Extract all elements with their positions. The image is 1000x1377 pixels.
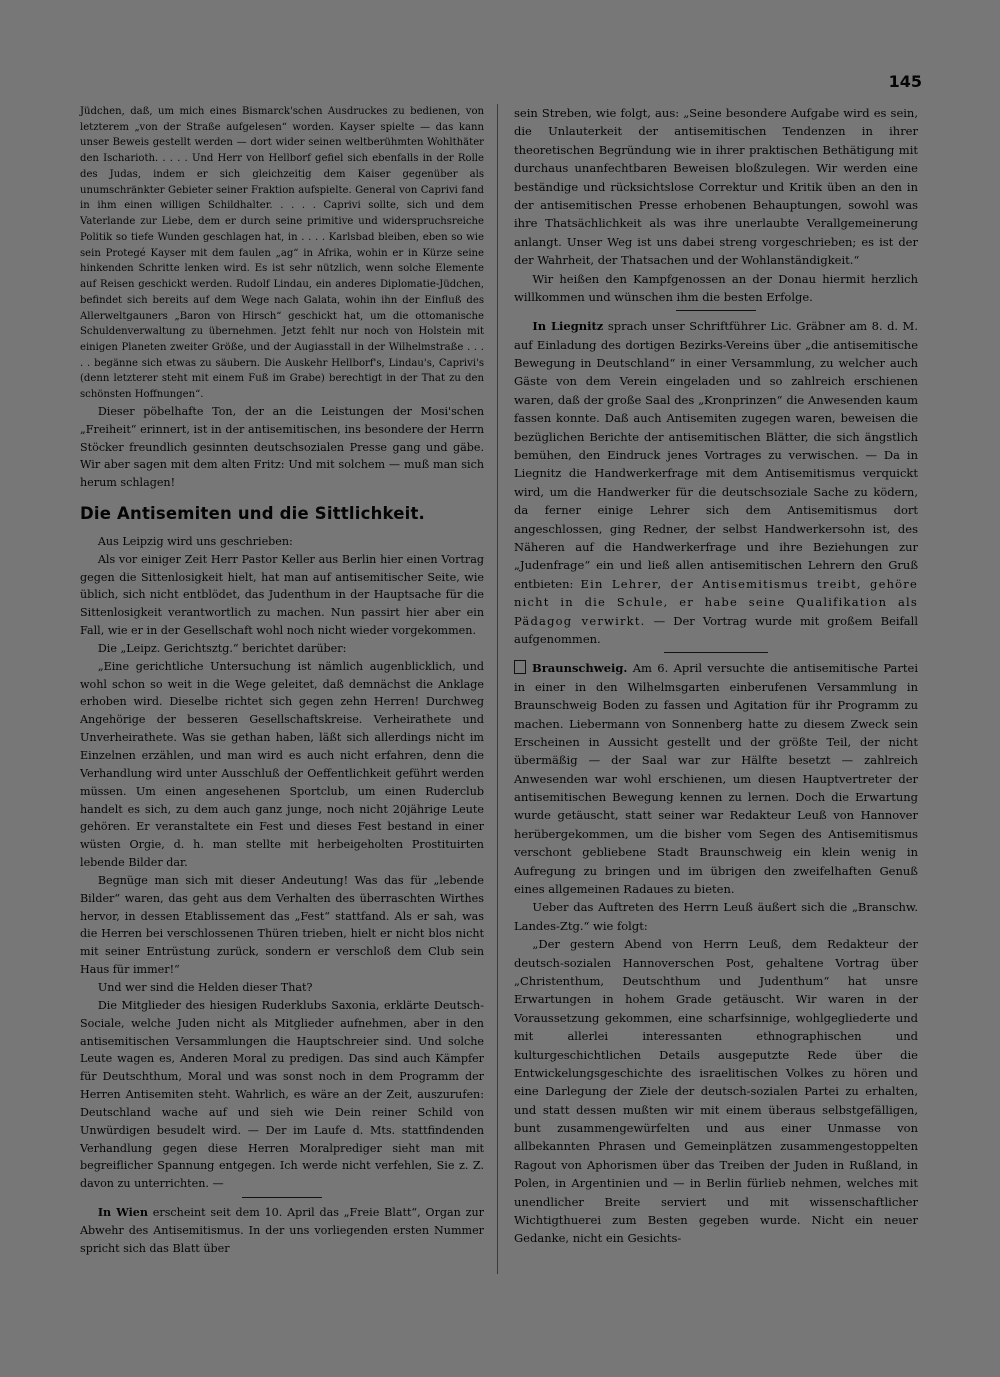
column-divider xyxy=(497,104,498,1274)
braunschweig-paragraph xyxy=(514,659,918,898)
braunschweig-text: Am 6. April versuchte die antisemitische Partei in einer in den Wilhelmsgarten einberufenen Versammlung in Braunschweig Boden zu fassen und Agitation für ihr Programm zu machen. Liebermann von Sonnenberg hatte zu diesem Zweck sein Erscheinen in Aussicht gestellt und der größte Teil, der nicht übermäßig — der Saal war zur Hälfte besetzt — zahlreich Anwesenden war wohl erschienen, um diesen Hauptvertreter der antisemitischen Bewegung kennen zu lernen. Doch die Erwartung wurde getäuscht, statt seiner war Redakteur Leuß von Hannover herübergekommen, um die bisher vom Segen des Antisemitismus verschont gebliebene Stadt Braunschweig ein klein wenig in Aufregung zu bringen und im übrigen den zweifelhaften Genuß eines allgemeinen Radaues zu bieten. xyxy=(514,661,919,897)
tone-paragraph: Dieser pöbelhafte Ton, der an die Leistungen der Mosi'schen „Freiheit“ erinnert, ist in der antisemitischen, ins besondere der Herrn Stöcker freundlich gesinnten deutschsozialen Presse gang und gäbe. Wir aber sagen mit dem alten Fritz: Und mit solchem — muß man sich herum schlagen! xyxy=(80,404,484,490)
wien-paragraph xyxy=(80,1204,484,1258)
liegnitz-end: — Der Vortrag wurde mit großem Beifall aufgenommen. xyxy=(514,613,918,646)
greet-paragraph: Wir heißen den Kampfgenossen an der Donau hiermit herzlich willkommen und wünschen ihm die besten Erfolge. xyxy=(514,271,918,304)
page-number: 145 xyxy=(888,72,922,91)
liegnitz-text: sprach unser Schriftführer Lic. Gräbner am 8. d. M. auf Einladung des dortigen Bezirks-Vereins über „die antisemitische Bewegung in Deutschland“ in einer Versammlung, zu welcher auch Gäste von dem Verein eingeladen und so zahlreich erschienen waren, daß der große Saal des „Kronprinzen“ die Anwesenden kaum fassen konnte. Daß auch Antisemiten zugegen waren, beweisen die bezüglichen Berichte der antisemitischen Blätter, die sich ängstlich bemühen, den Eindruck jenes Vortrages zu verwischen. — Da in Liegnitz die Handwerkerfrage mit dem Antisemitismus verquickt wird, um die Handwerker für die deutschsoziale Sache zu ködern, da ferner einige Lehrer sich dem Antisemitismus dort angeschlossen, ging Redner, der selbst Handwerkersohn ist, des Näheren auf die Handwerkerfrage und ihre Beziehungen zur „Judenfrage“ ein und ließ allen antisemitischen Lehrern den Gruß entbieten: xyxy=(514,319,918,591)
article-heading: Die Antisemiten und die Sittlichkeit. xyxy=(80,504,425,524)
reports-line: Die „Leipz. Gerichtsztg.“ berichtet darüber: xyxy=(97,641,347,655)
liegnitz-spaced-text: Ein Lehrer, der Antisemitismus treibt, gehöre nicht in die Schule, er habe seine Qualifikation als Pädagog verwirkt. xyxy=(514,576,919,628)
reference-box-icon xyxy=(514,660,526,674)
section-rule xyxy=(676,310,756,311)
liegnitz-paragraph xyxy=(514,317,918,648)
section-rule xyxy=(242,1197,322,1198)
report-paragraph: „Der gestern Abend von Herrn Leuß, dem Redakteur der deutsch-sozialen Hannoverschen Post, gehaltene Vortrag über „Christenthum, Deutschthum und Judenthum“ hat unsre Erwartungen in hohem Grade getäuscht. Wir waren in der Voraussetzung gekommen, eine scharfsinnige, wohlgegliederte und mit allerlei interessanten ethnographischen und kulturgeschichtlichen Details ausgeputzte Rede über die Entwickelungsgeschichte des israelitischen Volkes zu hören und eine Darlegung der Ziele der deutsch-sozialen Partei zu erhalten, und statt dessen mußten wir mit einem überaus selbstgefälligen, bunt zusammengewürfelten und aus einer Unmasse von allbekannten Phrasen und Gemeinplätzen zusammengestoppelten Ragout von Aphorismen über das Treiben der Juden in Rußland, in Polen, in Argentinien und — in Berlin fürlieb nehmen, welches mit unendlicher Breite serviert und mit wissenschaftlicher Wichtigthuerei zum Besten gegeben wurde. Nicht ein neuer Gedanke, nicht ein Gesichts- xyxy=(514,937,918,1246)
members-paragraph: Die Mitglieder des hiesigen Ruderklubs Saxonia, erklärte Deutsch-Sociale, welche Juden nicht als Mitglieder aufnehmen, aber in den antisemitischen Versammlungen die Hauptschreier sind. Und solche Leute wagen es, Anderen Moral zu predigen. Das sind auch Kämpfer für Deutschthum, Moral und was sonst noch in dem Programm der Herren Antisemiten steht. Wahrlich, es wäre an der Zeit, auszurufen: Deutschland wache auf und sieh wie Dein reiner Schild von Unwürdigen besudelt wird. — Der im Laufe d. Mts. stattfindenden Verhandlung gegen diese Herren Moralprediger sieht man mit begreiflicher Spannung entgegen. Ich werde nicht verfehlen, Sie z. Z. davon zu unterrichten. — xyxy=(80,998,484,1191)
keller-paragraph: Als vor einiger Zeit Herr Pastor Keller aus Berlin hier einen Vortrag gegen die Sittenlosigkeit hielt, hat man auf antisemitischer Seite, wie üblich, sich nicht entblödet, das Judenthum in der Hauptsache für die Sittenlosigkeit verantwortlich zu machen. Nun passirt hier aber ein Fall, wie er in der Gesellschaft wohl noch nicht wieder vorgekommen. xyxy=(80,552,484,638)
leuss-paragraph: Ueber das Auftreten des Herrn Leuß äußert sich die „Branschw. Landes-Ztg.“ wie folgt: xyxy=(514,900,918,933)
continuation-paragraph: sein Streben, wie folgt, aus: „Seine besondere Aufgabe wird es sein, die Unlauterkeit der antisemitischen Tendenzen in ihrer theoretischen Begründung wie in ihrer praktischen Bethätigung mit durchaus unanfechtbaren Beweisen bloßzulegen. Wir werden eine beständige und rücksichtslose Correktur und Kritik üben an den in der antisemitischen Presse erhobenen Behauptungen, sowohl was ihre Thatsächlichkeit als was ihre unerlaubte Verallgemeinerung anlangt. Unser Weg ist uns dabei streng vorgeschrieben; es ist der der Wahrheit, der Thatsachen und der Wohlanständigkeit.“ xyxy=(514,106,918,268)
liegnitz-lead: In Liegnitz xyxy=(532,319,604,334)
wien-text: erscheint seit dem 10. April das „Freie Blatt“, Organ zur Abwehr des Antisemitismus. In der uns vorliegenden ersten Nummer spricht sich das Blatt über xyxy=(80,1206,484,1255)
section-rule xyxy=(664,652,768,653)
braunschweig-lead: Braunschweig. xyxy=(532,661,628,676)
quote-paragraph: „Eine gerichtliche Untersuchung ist nämlich augenblicklich, und wohl schon so weit in die Wege geleitet, daß demnächst die Anklage erhoben wird. Dieselbe richtet sich gegen zehn Herren! Durchweg Angehörige der besseren Gesellschaftskreise. Verheirathete und Unverheirathete. Was sie gethan haben, läßt sich allerdings nicht im Einzelnen erzählen, und man wird es auch nicht erfahren, denn die Verhandlung wird unter Ausschluß der Oeffentlichkeit geführt werden müssen. Um einen angesehenen Sportclub, um einen Ruderclub handelt es sich, zu dem auch ganz junge, noch nicht 20jährige Leute gehören. Er veranstaltete ein Fest und dieses Fest bestand in einer wüsten Orgie, d. h. man stellte mit herbeigeholten Prostituirten lebende Bilder dar. xyxy=(80,659,484,870)
from-leipzig-line: Aus Leipzig wird uns geschrieben: xyxy=(97,534,293,548)
heroes-line: Und wer sind die Helden dieser That? xyxy=(97,980,313,994)
intro-paragraph: Jüdchen, daß, um mich eines Bismarck'schen Ausdruckes zu bedienen, von letzterem „von der Straße aufgelesen“ worden. Kayser spielte — das kann unser Beweis gestellt werden — dort wider seinen weltberühmten Wohlthäter den Ischarioth. . . . . Und Herr von Hellborf gefiel sich ebenfalls in der Rolle des Judas, indem er sich gleichzeitig dem Kaiser gegenüber als unumschränkter Gebieter seiner Fraktion aufspielte. General von Caprivi fand in ihm einen willigen Schildhalter. . . . . Caprivi sollte, sich und dem Vaterlande zur Liebe, dem er durch seine primitive und widerspruchsreiche Politik so tiefe Wunden geschlagen hat, in . . . . Karlsbad bleiben, eben so wie sein Protegé Kayser mit dem faulen „ag“ in Afrika, wohin er in Kürze seine hinkenden Schritte lenken wird. Es ist sehr nützlich, wenn solche Elemente auf Reisen geschickt werden. Rudolf Lindau, ein anderes Diplomatie-Jüdchen, befindet sich bereits auf dem Wege nach Galata, wohin ihn der Einfluß des Allerweltgauners „Baron von Hirsch“ geschickt hat, um die ottomanische Schuldenverwaltung zu übernehmen. Jetzt fehlt nur noch von Holstein mit einigen Planeten zweiter Größe, und der Augiasstall in der Wilhelmstraße . . . . . begänne sich etwas zu säubern. Die Auskehr Hellborf's, Lindau's, Caprivi's (denn letzterer steht mit einem Fuß im Grabe) berechtigt in der That zu den schönsten Hoffnungen“. xyxy=(80,106,484,401)
right-column xyxy=(514,104,918,1248)
wien-lead: In Wien xyxy=(97,1206,148,1220)
left-column xyxy=(80,104,484,1258)
hint-paragraph: Begnüge man sich mit dieser Andeutung! Was das für „lebende Bilder“ waren, das geht aus dem Verhalten des überraschten Wirthes hervor, in dessen Etablissement das „Fest“ stattfand. Als er sah, was die Herren bei verschlossenen Thüren trieben, hielt er nicht blos nicht mit seiner Entrüstung zurück, sondern er verschloß dem Club sein Haus für immer!“ xyxy=(80,873,484,977)
